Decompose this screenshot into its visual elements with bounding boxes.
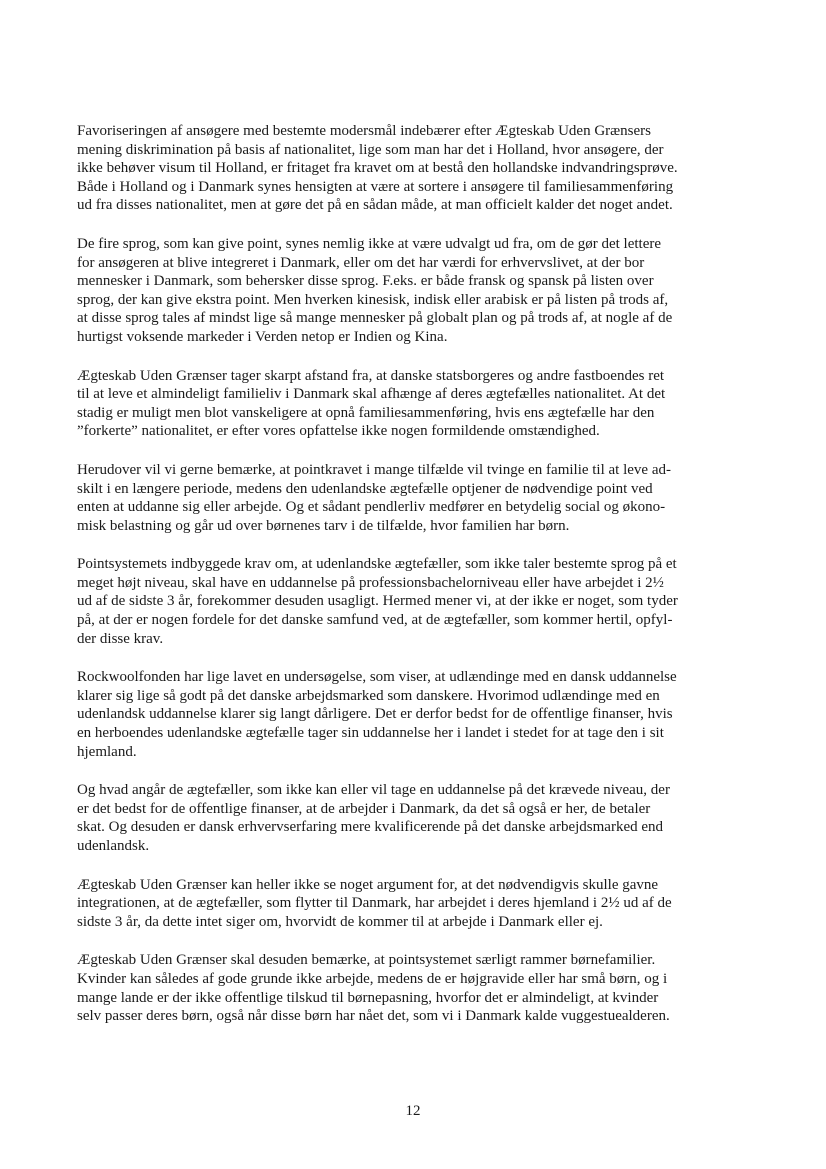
text-line: misk belastning og går ud over børnenes tarv i de tilfælde, hvor familien har børn. [77,517,570,534]
paragraph-9 [77,951,757,1025]
page-number: 12 [405,1103,421,1119]
text-line: udenlandsk. [77,838,150,854]
text-line: sidste 3 år, da dette intet siger om, hvorvidt de kommer til at arbejde i Danmark eller ej. [77,913,603,930]
text-line: Rockwoolfonden har lige lavet en undersøgelse, som viser, at udlændinge med en dansk uddannelse [77,669,677,686]
text-line: ikke behøver visum til Holland, er fritaget fra kravet om at bestå den hollandske indvandringsprøve. [77,160,678,177]
text-line: Og hvad angår de ægtefæller, som ikke kan eller vil tage en uddannelse på det krævede niveau, der [77,782,670,799]
text-line: mennesker i Danmark, som behersker disse sprog. F.eks. er både fransk og spansk på listen over [77,273,654,290]
paragraph-4 [77,461,757,535]
paragraph-6 [77,668,757,761]
paragraph-5 [77,555,757,648]
text-line: er det bedst for de offentlige finanser, at de arbejder i Danmark, da det så også er her, de betaler [77,800,651,817]
paragraph-8 [77,876,757,932]
text-line: stadig er muligt men blot vanskeligere at opnå familiesammenføring, hvis ens ægtefælle har den [77,404,655,421]
paragraph-1 [77,122,757,215]
text-line: der disse krav. [77,630,164,647]
text-line: en herboendes udenlandske ægtefælle tager sin uddannelse her i landet i stedet for at tage den i sit [77,725,664,742]
text-line: skat. Og desuden er dansk erhvervserfaring mere kvalificerende på det danske arbejdsmarked end [77,819,664,836]
paragraph-3 [77,367,757,441]
text-line: meget højt niveau, skal have en uddannelse på professionsbachelorniveau eller have arbejdet i 2½ [77,574,664,591]
text-line: at disse sprog tales af mindst lige så mange mennesker på globalt plan og på trods af, at nogle af de [77,310,673,327]
text-line: ud fra disses nationalitet, men at gøre det på en sådan måde, at man officielt kalder det noget andet. [77,197,673,214]
text-line: De fire sprog, som kan give point, synes nemlig ikke at være udvalgt ud fra, om de gør det lettere [77,235,662,252]
text-line: mange lande er der ikke offentlige tilskud til børnepasning, hvorfor det er almindeligt, at kvinder [77,989,659,1006]
text-line: udenlandsk uddannelse klarer sig langt dårligere. Det er derfor bedst for de offentlige finanser, hvis [77,706,673,723]
text-line: ud af de sidste 3 år, forekommer desuden usagligt. Hermed mener vi, at der ikke er noget, som tyder [77,593,678,610]
text-line: hurtigst voksende markeder i Verden netop er Indien og Kina. [77,328,448,345]
text-line: sprog, der kan give ekstra point. Men hverken kinesisk, indisk eller arabisk er på listen på trods af, [77,291,669,308]
text-line: mening diskrimination på basis af nationalitet, lige som man har det i Holland, hvor ansøgere, der [77,141,664,158]
text-line: hjemland. [77,743,137,760]
text-line: Pointsystemets indbyggede krav om, at udenlandske ægtefæller, som ikke taler bestemte sprog på et [77,556,677,573]
text-line: for ansøgeren at blive integreret i Danmark, eller om det har værdi for erhvervslivet, at der bor [77,254,645,271]
body-text [77,122,757,1046]
text-line: Herudover vil vi gerne bemærke, at pointkravet i mange tilfælde vil tvinge en familie til at leve ad- [77,461,671,478]
text-line: integrationen, at de ægtefæller, som flytter til Danmark, har arbejdet i deres hjemland i 2½ ud af de [77,895,672,912]
text-line: enten at uddanne sig eller arbejde. Og et sådant pendlerliv medfører en betydelig social og økono- [77,499,666,516]
text-line: klarer sig lige så godt på det danske arbejdsmarked som danskere. Hvorimod udlændinge med en [77,687,660,704]
text-line: skilt i en længere periode, medens den udenlandske ægtefælle optjener de nødvendige point ved [77,480,653,497]
text-line: til at leve et almindeligt familieliv i Danmark skal afhænge af deres ægtefælles nationalitet. At det [77,386,666,403]
text-line: Favoriseringen af ansøgere med bestemte modersmål indebærer efter Ægteskab Uden Grænsers [77,123,651,139]
text-line: Ægteskab Uden Grænser tager skarpt afstand fra, at danske statsborgeres og andre fastboendes ret [77,367,665,384]
paragraph-2 [77,235,757,347]
text-line: Ægteskab Uden Grænser skal desuden bemærke, at pointsystemet særligt rammer børnefamilier. [77,952,656,969]
text-line: på, at der er nogen fordele for det danske samfund ved, at de ægtefæller, som kommer hertil, opfyl- [77,612,673,629]
text-line: selv passer deres børn, også når disse børn har nået det, som vi i Danmark kalde vuggestuealderen. [77,1008,670,1025]
text-line: Kvinder kan således af gode grunde ikke arbejde, medens de er højgravide eller har små børn, og i [77,970,668,987]
text-line: ”forkerte” nationalitet, er efter vores opfattelse ikke nogen formildende omstændighed. [77,423,600,440]
paragraph-7 [77,781,757,855]
text-line: Både i Holland og i Danmark synes hensigten at være at sortere i ansøgere til familiesammenføring [77,178,674,195]
text-line: Ægteskab Uden Grænser kan heller ikke se noget argument for, at det nødvendigvis skulle gavne [77,876,659,893]
